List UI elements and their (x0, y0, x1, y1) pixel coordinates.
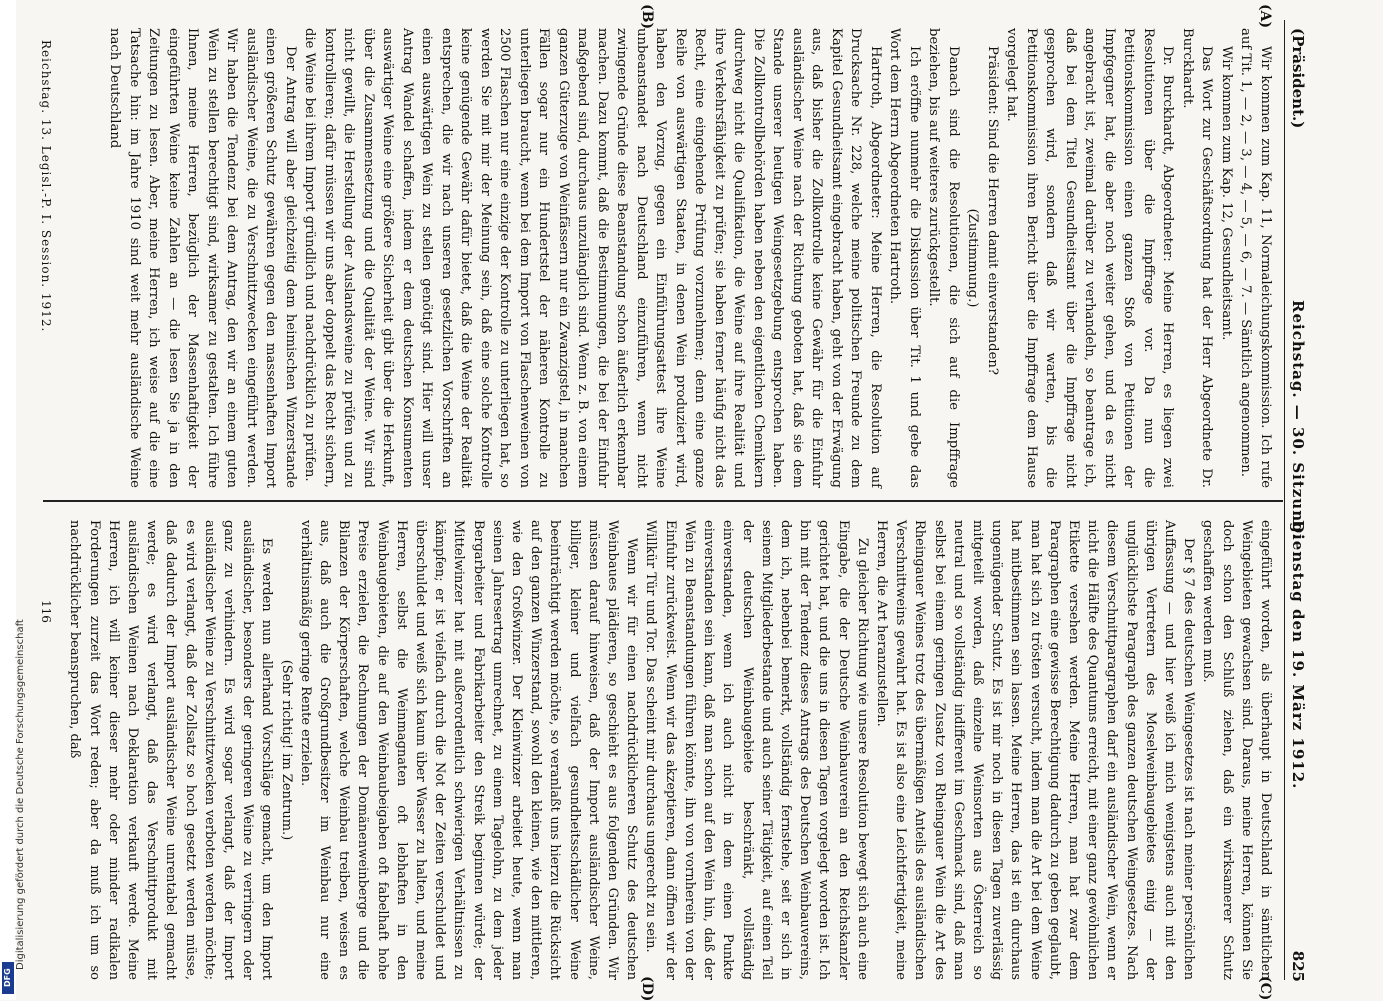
paragraph: Es werden nun allerhand Vorschläge gemacht, um den Import ausländischer, besonders der geringeren Weine zu verringern oder ganz zu verhindern. Es wird sogar verlangt, daß der Import ausländischer Weine zu Verschnittzwecken verboten werden möchte; es wird verlangt, daß der Zollsatz so hoch gesetzt werden müsse, daß dadurch der Import ausländischer Weine unrentabel gemacht werde; es wird verlangt, daß das Verschnittprodukt mit ausländischen Weinen nach Deklaration verkauft werde. Meine Herren, ich will keiner dieser mehr oder minder radikalen Forderungen zurzeit das Wort reden; aber da muß ich um so nachdrücklicher beanspruchen, daß (67, 520, 275, 980)
funding-note: Digitalisierung gefördert durch die Deutsche Forschungsgemeinschaft (15, 619, 26, 970)
paragraph: Wir kommen zum Kap. 11, Normaleichungskommission. Ich rufe auf Tit. 1, — 2, — 3, — 4, — 5, — 6, — 7. — Sämtlich angenommen. (1238, 28, 1273, 488)
paragraph: Wenn wir für einen nachdrücklicheren Schutz des deutschen Weinbaues plädieren, so geschieht es aus folgenden Gründen. Wir müssen darauf hinweisen, daß der Import ausländischer Weine, billiger, kleiner und vielfach gesundheitsschädlicher Weine beeinträchtigt werden möchte, so veranlaßt uns hierzu die Rücksicht auf den ganzen Winzerstand, sowohl den kleinen, wie den mittleren, wie den Großwinzer. Der Kleinwinzer arbeitet heute, wenn man seinen Jahresertrag umrechnet, zu einem Tagelohn, zu dem jeder Bergarbeiter und Fabrikarbeiter den Streik beginnen würde; der Mittelwinzer hat mit außerordentlich schwierigen Verhältnissen zu kämpfen; er ist vielfach durch die Not der Zeiten verschuldet und überschuldet und weiß sich kaum über Wasser zu halten, und meine Herren, selbst die Weinmagnaten oft lebhaften in den Weinbaugebieten, die auf den Weinbaubeigaben oft fabelhaft hohe Preise erzielen, die Rechnungen der Domänenweinberge und die Bilanzen der Körperschaften, welche Weinbau treiben, weisen es aus, daß auch die Großgrundbesitzer im Weinbau nur eine verhältnismäßig geringe Rente erzielen. (297, 520, 640, 980)
paragraph: Der § 7 des deutschen Weingesetzes ist nach meiner persönlichen Auffassung — und hier weiß ich mich wenigstens auch mit den übrigen Vertretern des Moselweinbaugebietes einig — der unglücklichste Paragraph des ganzen deutschen Weingesetzes. Nach diesem Verschnittparagraphen darf ein ausländischer Wein, wenn er nicht die Hälfte des Quantums erreicht, mit einer ganz gewöhnlichen Etikette versehen werden. Meine Herren, man hat zwar dem Paragraphen eine gewisse Berechtigung dadurch zu geben geglaubt, man hat sich zu trösten versucht, indem man die Art bei dem Weine hat mitbestimmen sein lassen. Meine Herren, das ist ein durchaus ungenügender Schutz. Es ist mir noch in diesen Tagen zuverlässig mitgeteilt worden, daß einzelne Weinsorten aus Österreich so neutral und so vollständig indifferent im Geschmack sind, daß man selbst bei einem geringen Zusatz von Rheingauer Wein die Art des Rheingauer Weines trotz des übermäßigen Anteils des ausländischen Verschnittweins gewahrt hat. Es ist also eine Leichtfertigkeit, meine Herren, die Art heranzustellen. (873, 520, 1197, 980)
right-column (65, 520, 1275, 980)
margin-marker-b: (B) (639, 4, 655, 30)
page-date: Dienstag den 19. März 1912. (1289, 520, 1307, 790)
page-footer: Reichstag. 13. Legisl.-P. I. Session. 1912. (39, 40, 53, 333)
paragraph: Der Antrag will aber gleichzeitig dem heimischen Winzerstande einen größeren Schutz gewähren gegen den massenhaften Import ausländischer Weine, die zu Verschnittzwecken eingeführt werden. Wir haben die Tendenz bei dem Antrag, den wir an einem guten Wein zu stellen berechtigt sind, wirksamer zu gestalten. Ich führe Ihnen, meine Herren, bezüglich der Massenhaftigkeit der eingeführten Weine keine Zahlen an — die lesen Sie ja in den Zeitungen zu lesen. Aber, meine Herren, ich weise auf die eine Tatsache hin: im Jahre 1910 sind weit mehr ausländische Weine nach Deutschland (107, 28, 298, 488)
paragraph: Das Wort zur Geschäftsordnung hat der Herr Abgeordnete Dr. Burckhardt. (1180, 28, 1215, 488)
paragraph: Präsident: Sind die Herren damit einverstanden? (985, 46, 1000, 375)
margin-marker-a: (A) (1257, 4, 1273, 29)
sheet-number: 116 (39, 600, 53, 623)
left-column (105, 28, 1275, 488)
paragraph: eingeführt worden, als überhaupt in Deutschland in sämtlichen Weingebieten gewachsen sind. Daraus, meine Herren, können Sie doch schon den Schluß ziehen, daß ein wirksamerer Schutz geschaffen werden muß. (1200, 520, 1273, 980)
paragraph: (Zustimmung.) (965, 208, 981, 308)
margin-marker-d: (D) (639, 976, 655, 1001)
paragraph: Wir kommen zum Kap. 12, Gesundheitsamt. (1219, 46, 1234, 341)
side-strip (0, 0, 26, 1000)
paragraph: Danach sind die Resolutionen, die sich auf die Impffrage beziehen, bis auf weiteres zurückgestellt. (926, 28, 961, 488)
paragraph: Hartroth, Abgeordneter: Meine Herren, die Resolution auf Drucksache Nr. 228, welche meine politischen Freunde zu dem Kapitel Gesundheitsamt eingebracht haben, geht von der Erwägung aus, daß bisher die Zollkontrolle keine Gewähr für die Einfuhr ausländischer Weine nach der Richtung geboten hat, daß sie dem Stande unserer heutigen Weingesetzgebung entsprochen haben. Die Zollkontrollbehörden haben neben den eigentlichen Chemikern durchweg nicht die Qualifikation, die Weine auf ihre Realität und ihre Verkehrsfähigkeit zu prüfen; sie haben ferner häufig nicht das Recht, eine eingehende Prüfung vorzunehmen; denn eine ganze Reihe von auswärtigen Staaten, in denen Wein produziert wird, haben den Vorzug, gegen ein Einführungsattest ihre Weine unbeanstandet nach Deutschland einzuführen, wenn nicht zwingende Gründe diese Beanstandung schon äußerlich erkennbar machen. Dazu kommt, daß die Bestimmungen, die bei der Einfuhr maßgebend sind, durchaus unzulänglich sind. Wenn z. B. von einem ganzen Güterzuge von Weinfässern nur ein Zwanzigstel, in manchen Fällen sogar nur ein Hundertstel der näheren Kontrolle zu unterliegen braucht, wenn bei dem Import von Flaschenweinen von 2500 Flaschen nur eine einzige der Kontrolle zu unterliegen hat, so werden Sie mit mir der Meinung sein, daß eine solche Kontrolle keine genügende Gewähr dafür bietet, daß die Weine der Realität entsprechen, die wir nach unseren gesetzlichen Vorschriften an einen auswärtigen Wein zu stellen genötigt sind. Hier will unser Antrag Wandel schaffen, indem er dem deutschen Konsumenten auswärtiger Weine eine größere Sicherheit gibt über die Herkunft, über die Zusammensetzung und die Qualität der Weine. Wir sind nicht gewillt, die Herstellung der Auslandsweine zu prüfen und zu kontrollieren; dafür müssen wir uns aber doppelt das Recht sichern, die Weine bei ihrem Import gründlich und nachdrücklich zu prüfen. (302, 28, 883, 488)
document-page (15, 0, 1315, 1000)
paragraph: Dr. Burckhardt, Abgeordneter: Meine Herren, es liegen zwei Resolutionen über die Impffrage vor. Da nun die Petitionskommission einen ganzen Stoß von Petitionen der Impfgegner hat, die aber noch weiter gehen, und da es nicht angebracht ist, zweimal darüber zu verhandeln, so beantrage ich, daß bei dem Titel Gesundheitsamt über die Impffrage nicht gesprochen wird, sondern daß wir warten, bis die Petitionskommission ihren Bericht über die Impffrage dem Hause vorgelegt hat. (1004, 28, 1176, 488)
paragraph: Ich eröffne nunmehr die Diskussion über Tit. 1 und gebe das Wort dem Herrn Abgeordneten Hartroth. (887, 28, 922, 488)
paragraph: (Sehr richtig! im Zentrum.) (278, 659, 294, 841)
dfg-logo: DFG (2, 962, 14, 994)
paragraph: Zu gleicher Richtung wie unsere Resolution bewegt sich auch eine Eingabe, die der Deutsche Weinbauverein an den Reichskanzler gerichtet hat, und die uns in diesen Tagen vorgelegt worden ist. Ich bin mit der Tendenz dieses Antrags des Deutschen Weinbauvereins, dem ich, nebenbei bemerkt, vollständig fernstehe, seit er sich in seinem Mitgliederbestande und auch seiner Tätigkeit, auf einen Teil der deutschen Weinbaugebiete beschränkt, vollständig einverstanden, wenn ich auch nicht in dem einen Punkte einverstanden sein kann, daß man schon auf den Wein hin, daß der Wein zu Beanstandungen führen könnte, ihn von vornherein von der Einfuhr zurückweist. Wenn wir das akzeptieren, dann öffnen wir der Willkür Tür und Tor. Das scheint mir durchaus ungerecht zu sein. (643, 520, 870, 980)
page-title: Reichstag. — 30. Sitzung. (1289, 300, 1307, 540)
column-divider (43, 500, 1283, 502)
page-number: 825 (1289, 950, 1307, 982)
margin-marker-c: (C) (1257, 976, 1273, 1001)
speaker-marker: (Präsident.) (1289, 28, 1307, 129)
header-rule (1284, 20, 1285, 980)
